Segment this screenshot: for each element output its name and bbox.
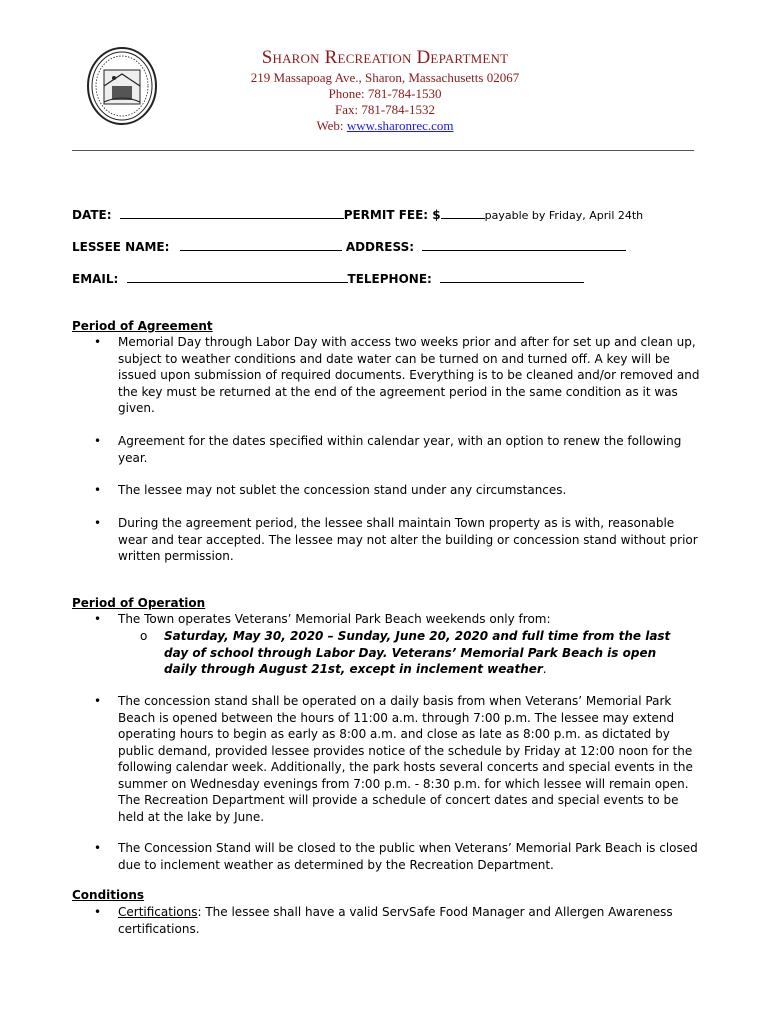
permit-fee-field[interactable] bbox=[441, 207, 485, 219]
bullet-icon: • bbox=[94, 612, 102, 626]
header-divider bbox=[72, 150, 694, 151]
email-field[interactable] bbox=[127, 271, 348, 283]
org-fax: Fax: 781-784-1532 bbox=[334, 102, 436, 117]
bullet-icon: • bbox=[94, 434, 102, 448]
web-label: Web: bbox=[316, 118, 347, 133]
bullet-icon: • bbox=[94, 694, 102, 708]
circle-bullet-icon: o bbox=[140, 629, 148, 643]
bullet-icon: • bbox=[94, 483, 102, 497]
list-item: • During the agreement period, the lessee shall maintain Town property as is with, reasonable wear and tear accepted. The lessee may not alter the building or concession stand without prior written permission. bbox=[94, 516, 698, 563]
section-title-agreement: Period of Agreement bbox=[72, 319, 213, 333]
date-label: DATE: bbox=[72, 208, 112, 222]
letterhead bbox=[180, 46, 590, 134]
list-item: • The concession stand shall be operated on a daily basis from when Veterans’ Memorial Park Beach is opened between the hours of 11:00 a.m. through 7:00 p.m. The lessee may extend operating hours to begin as early as 8:00 a.m. and close as late as 8:00 p.m. as dictated by public demand, provided lessee provides notice of the schedule by Friday at 12:00 noon for the following calendar week. Additionally, the park hosts several concerts and special events in the summer on Wednesday evenings from 7:00 p.m. - 8:30 p.m. for which lessee will remain open. The Recreation Department will provide a schedule of concert dates and special events to be held at the lake by June. bbox=[94, 694, 693, 824]
address-label: ADDRESS: bbox=[345, 240, 415, 254]
town-seal-logo bbox=[86, 46, 158, 126]
sub-item-text: Saturday, May 30, 2020 – Sunday, June 20, 2020 and full time from the last day of school through Labor Day. Veterans’ Memorial Park Beach is open daily through August 21st, except in inclement weather bbox=[164, 629, 671, 676]
bullet-icon: • bbox=[94, 335, 102, 349]
list-item: • The lessee may not sublet the concession stand under any circumstances. bbox=[94, 483, 567, 497]
list-item: • Agreement for the dates specified within calendar year, with an option to renew the following year. bbox=[94, 434, 682, 465]
bullet-icon: • bbox=[94, 905, 102, 919]
telephone-label: TELEPHONE: bbox=[347, 272, 432, 286]
list-item: • The Concession Stand will be closed to the public when Veterans’ Memorial Park Beach is closed due to inclement weather as determined by the Recreation Department. bbox=[94, 841, 698, 872]
org-name: Sharon Recreation Department bbox=[261, 47, 509, 68]
sub-list-item bbox=[140, 628, 680, 678]
list-item: • Memorial Day through Labor Day with access two weeks prior and after for set up and clean up, subject to weather conditions and date water can be turned on and turned off. A key will be issued upon submission of required documents. Everything is to be cleaned and/or removed and the key must be returned at the end of the agreement period in the same condition as it was given. bbox=[94, 335, 700, 415]
permit-fee-currency: $ bbox=[432, 208, 441, 222]
certifications-text: : The lessee shall have a valid ServSafe Food Manager and Allergen Awareness certifications. bbox=[118, 905, 673, 936]
certifications-label: Certifications bbox=[118, 905, 198, 919]
lessee-name-label: LESSEE NAME: bbox=[72, 240, 170, 254]
field-row-email bbox=[72, 271, 584, 286]
section-title-operation: Period of Operation bbox=[72, 596, 206, 610]
telephone-field[interactable] bbox=[440, 271, 584, 283]
org-web bbox=[180, 118, 590, 134]
date-field[interactable] bbox=[120, 207, 344, 219]
field-row-lessee bbox=[72, 239, 626, 254]
bullet-icon: • bbox=[94, 841, 102, 855]
org-address: 219 Massapoag Ave., Sharon, Massachusetts 02067 bbox=[250, 70, 520, 85]
bullet-icon: • bbox=[94, 516, 102, 530]
web-link[interactable]: www.sharonrec.com bbox=[346, 118, 454, 133]
email-label: EMAIL: bbox=[72, 272, 119, 286]
field-row-date bbox=[72, 207, 643, 223]
permit-fee-note: payable by Friday, April 24th bbox=[484, 209, 644, 222]
permit-fee-label: PERMIT FEE: bbox=[343, 208, 429, 222]
org-phone: Phone: 781-784-1530 bbox=[328, 86, 442, 101]
list-item bbox=[94, 904, 702, 937]
lessee-name-field[interactable] bbox=[180, 239, 342, 251]
address-field[interactable] bbox=[422, 239, 626, 251]
sub-item-period: . bbox=[542, 662, 547, 676]
section-title-conditions: Conditions bbox=[72, 888, 145, 902]
list-item: • The Town operates Veterans’ Memorial Park Beach weekends only from: bbox=[94, 612, 551, 626]
